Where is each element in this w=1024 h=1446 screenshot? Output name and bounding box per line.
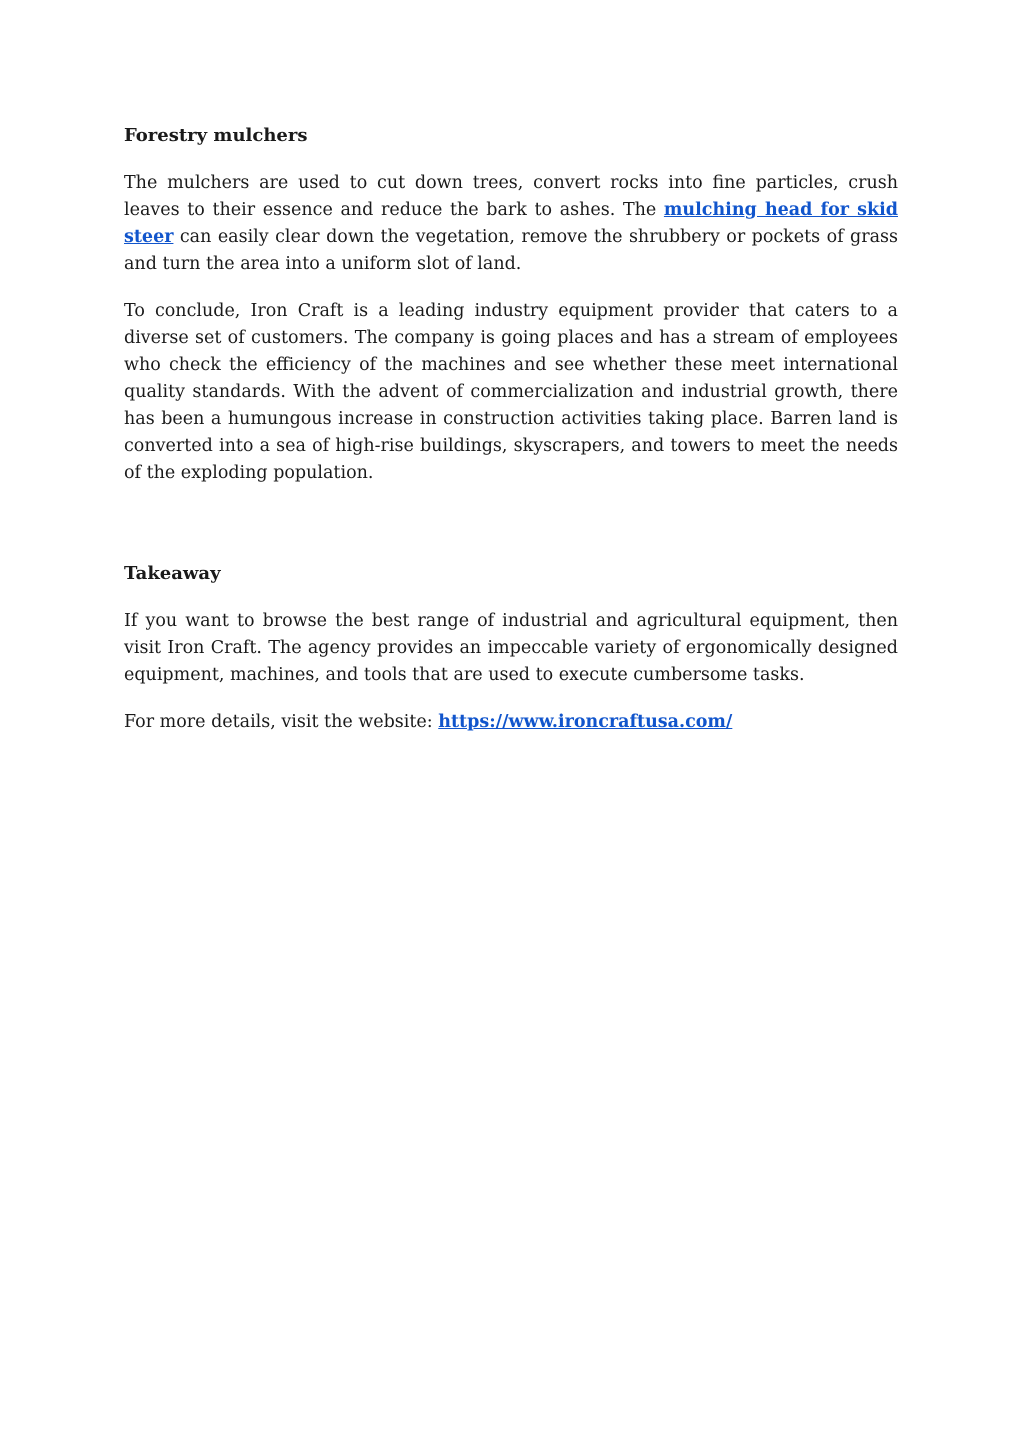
paragraph-text: can easily clear down the vegetation, remove the shrubbery or pockets of grass and turn the area into a uniform slot of land. bbox=[124, 227, 898, 274]
paragraph-conclusion: To conclude, Iron Craft is a leading industry equipment provider that caters to a diverse set of customers. The company is going places and has a stream of employees who check the efficiency of the machines and see whether these meet international quality standards. With the advent of commercialization and industrial growth, there has been a humungous increase in construction activities taking place. Barren land is converted into a sea of high-rise buildings, skyscrapers, and towers to meet the needs of the exploding population. bbox=[124, 301, 898, 483]
paragraph-takeaway: If you want to browse the best range of industrial and agricultural equipment, then visit Iron Craft. The agency provides an impeccable variety of ergonomically designed equipment, machines, and tools that are used to execute cumbersome tasks. bbox=[124, 611, 898, 685]
website-link[interactable]: https://www.ironcraftusa.com/ bbox=[438, 712, 733, 732]
paragraph-website bbox=[124, 709, 898, 736]
mulching-head-link[interactable]: mulching head for skid steer bbox=[124, 200, 898, 247]
document-page bbox=[124, 118, 898, 736]
section-heading-forestry-mulchers: Forestry mulchers bbox=[124, 125, 308, 146]
paragraph-text: The mulchers are used to cut down trees, convert rocks into fine particles, crush leaves to their essence and reduce the bark to ashes. The bbox=[124, 173, 898, 220]
section-heading-takeaway: Takeaway bbox=[124, 563, 221, 584]
paragraph-mulchers-description bbox=[124, 170, 898, 278]
paragraph-text: For more details, visit the website: bbox=[124, 712, 439, 732]
